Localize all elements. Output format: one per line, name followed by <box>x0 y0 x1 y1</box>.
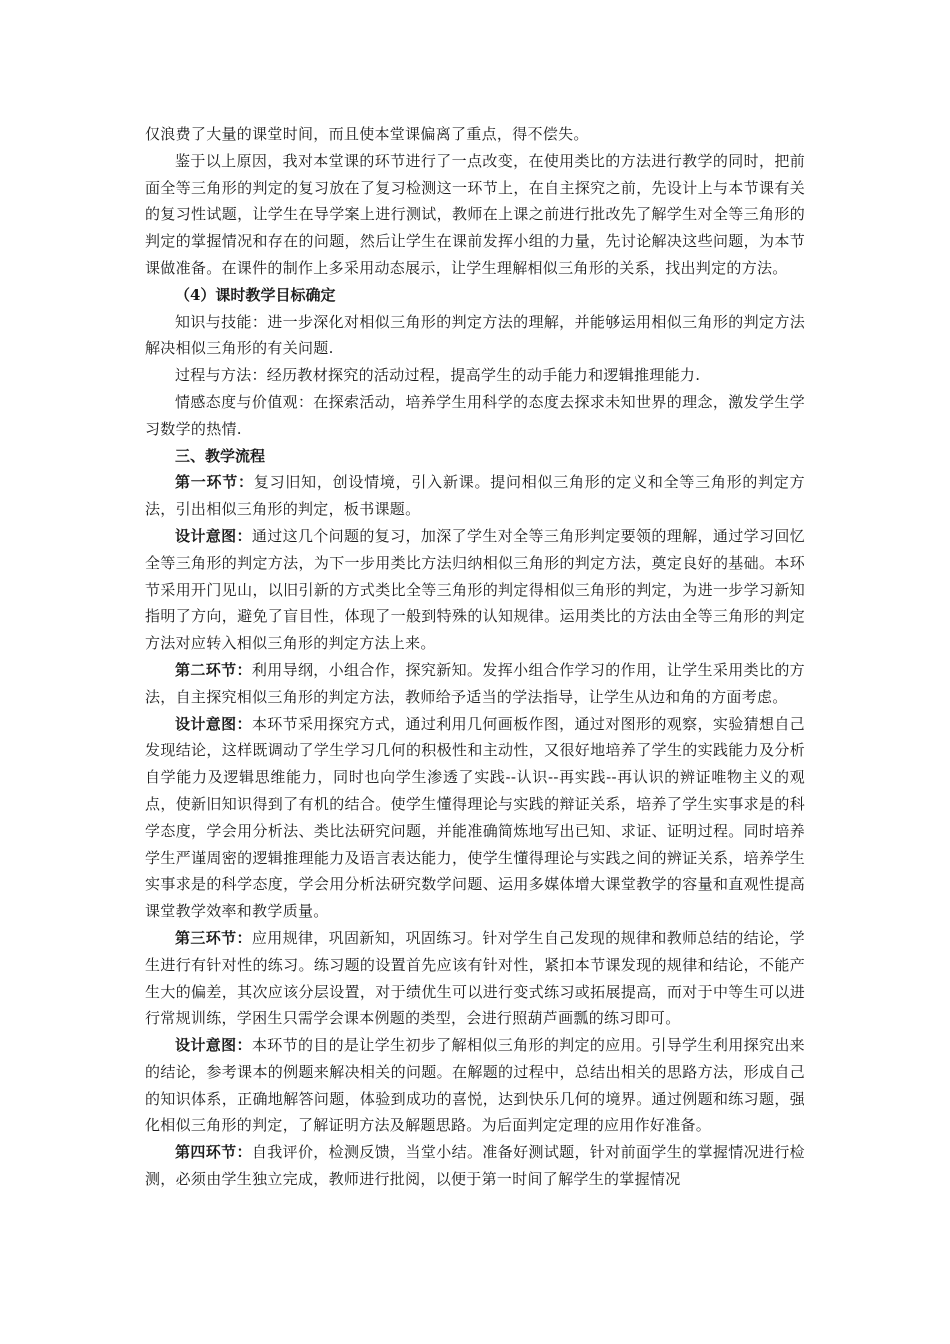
paragraph-attitude-values <box>145 389 805 443</box>
paragraph-text: 应用规律，巩固新知，巩固练习。针对学生自己发现的规律和教师总结的结论，学生进行有针对性的练习。练习题的设置首先应该有针对性，紧扣本节课发现的规律和结论，不能产生大的偏差，其次应该分层设置，对于绩优生可以进行变式练习或拓展提高，而对于中等生可以进行常规训练，学困生只需学会课本例题的类型，会进行照葫芦画瓢的练习即可。 <box>145 928 805 1028</box>
paragraph-step-2 <box>145 657 805 711</box>
paragraph-continued <box>145 121 805 148</box>
paragraph-reason <box>145 148 805 282</box>
paragraph-text: 本环节的目的是让学生初步了解相似三角形的判定的应用。引导学生利用探究出来的结论，参考课本的例题来解决相关的问题。在解题的过程中，总结出相关的思路方法，形成自己的知识体系，正确地解答问题，体验到成功的喜悦，达到快乐几何的境界。通过例题和练习题，强化相似三角形的判定，了解证明方法及解题思路。为后面判定定理的应用作好准备。 <box>145 1036 805 1135</box>
section-heading-objectives: （4）课时教学目标确定 <box>175 285 336 304</box>
step-label: 第三环节： <box>175 928 252 947</box>
paragraph-text: 知识与技能：进一步深化对相似三角形的判定方法的理解，并能够运用相似三角形的判定方法解决相似三角形的有关问题. <box>145 312 805 358</box>
paragraph-design-intent-2 <box>145 711 805 925</box>
section-heading-teaching-flow: 三、教学流程 <box>175 446 266 465</box>
step-label: 第四环节： <box>175 1143 252 1162</box>
paragraph-design-intent-3 <box>145 1032 805 1139</box>
paragraph-process-method <box>145 362 805 389</box>
paragraph-text: 情感态度与价值观：在探索活动，培养学生用科学的态度去探求未知世界的理念，激发学生学习数学的热情. <box>145 392 805 438</box>
design-intent-label: 设计意图： <box>175 714 252 733</box>
paragraph-step-4 <box>145 1139 805 1193</box>
paragraph-text: 过程与方法：经历教材探究的活动过程，提高学生的动手能力和逻辑推理能力. <box>175 366 701 385</box>
paragraph-design-intent-1 <box>145 523 805 657</box>
design-intent-label: 设计意图： <box>175 1036 252 1055</box>
paragraph-text: 本环节采用探究方式，通过利用几何画板作图，通过对图形的观察，实验猜想自己发现结论，这样既调动了学生学习几何的积极性和主动性，又很好地培养了学生的实践能力及分析自学能力及逻辑思维能力，同时也向学生渗透了实践--认识--再实践--再认识的辨证唯物主义的观点，使新旧知识得到了有机的结合。使学生懂得理论与实践的辩证关系，培养了学生实事求是的科学态度，学会用分析法、类比法研究问题，并能准确简炼地写出已知、求证、证明过程。同时培养学生严谨周密的逻辑推理能力及语言表达能力，使学生懂得理论与实践之间的辨证关系，培养学生实事求是的科学态度，学会用分析法研究数学问题、运用多媒体增大课堂教学的容量和直观性提高课堂教学效率和教学质量。 <box>145 714 805 921</box>
step-label: 第一环节： <box>175 473 254 492</box>
step-label: 第二环节： <box>175 660 252 679</box>
paragraph-text: 自我评价，检测反馈，当堂小结。准备好测试题，针对前面学生的掌握情况进行检测，必须由学生独立完成，教师进行批阅，以便于第一时间了解学生的掌握情况 <box>145 1143 805 1189</box>
document-body <box>145 121 805 1193</box>
paragraph-text: 通过这几个问题的复习，加深了学生对全等三角形判定要领的理解，通过学习回忆全等三角形的判定方法，为下一步用类比方法归纳相似三角形的判定方法，奠定良好的基础。本环节采用开门见山，以旧引新的方式类比全等三角形的判定得相似三角形的判定，为进一步学习新知指明了方向，避免了盲目性，体现了一般到特殊的认知规律。运用类比的方法由全等三角形的判定方法对应转入相似三角形的判定方法上来。 <box>145 526 805 653</box>
paragraph-text: 鉴于以上原因，我对本堂课的环节进行了一点改变，在使用类比的方法进行教学的同时，把前面全等三角形的判定的复习放在了复习检测这一环节上，在自主探究之前，先设计上与本节课有关的复习性试题，让学生在导学案上进行测试，教师在上课之前进行批改先了解学生对全等三角形的判定的掌握情况和存在的问题，然后让学生在课前发挥小组的力量，先讨论解决这些问题，为本节课做准备。在课件的制作上多采用动态展示，让学生理解相似三角形的关系，找出判定的方法。 <box>145 151 805 277</box>
paragraph-text: 复习旧知，创设情境，引入新课。提问相似三角形的定义和全等三角形的判定方法，引出相似三角形的判定，板书课题。 <box>145 473 805 519</box>
design-intent-label: 设计意图： <box>175 526 252 545</box>
paragraph-step-3 <box>145 925 805 1032</box>
paragraph-step-1 <box>145 469 805 523</box>
paragraph-knowledge-skills <box>145 309 805 363</box>
paragraph-text: 仅浪费了大量的课堂时间，而且使本堂课偏离了重点，得不偿失。 <box>145 125 589 143</box>
paragraph-text: 利用导纲，小组合作，探究新知。发挥小组合作学习的作用，让学生采用类比的方法，自主探究相似三角形的判定方法，教师给予适当的学法指导，让学生从边和角的方面考虑。 <box>145 660 805 706</box>
